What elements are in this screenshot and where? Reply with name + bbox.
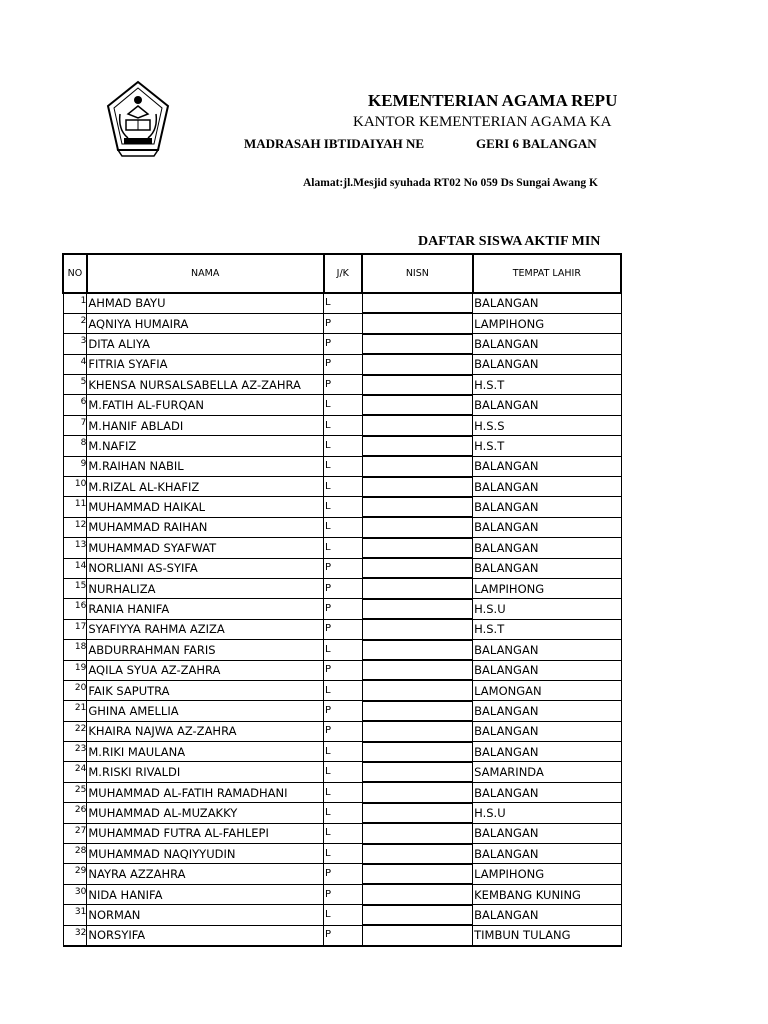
cell-student-name: AQNIYA HUMAIRA	[87, 313, 324, 333]
cell-row-number: 1	[63, 293, 87, 313]
cell-row-number: 16	[63, 599, 87, 619]
cell-row-number: 9	[63, 456, 87, 476]
cell-gender: L	[324, 640, 363, 660]
cell-nisn	[362, 395, 473, 415]
cell-row-number: 23	[63, 742, 87, 762]
cell-nisn	[362, 905, 473, 925]
cell-gender: P	[324, 721, 363, 741]
cell-birthplace: H.S.S	[473, 415, 621, 435]
header-ministry-title: KEMENTERIAN AGAMA REPU	[368, 91, 618, 110]
cell-birthplace: H.S.T	[473, 375, 621, 395]
cell-student-name: M.HANIF ABLADI	[87, 415, 324, 435]
cell-row-number: 20	[63, 680, 87, 700]
cell-student-name: M.RISKI RIVALDI	[87, 762, 324, 782]
cell-nisn	[362, 415, 473, 435]
cell-nisn	[362, 925, 473, 945]
table-row	[63, 517, 621, 537]
cell-gender: L	[324, 293, 363, 313]
cell-row-number: 29	[63, 864, 87, 884]
table-row	[63, 497, 621, 517]
cell-birthplace: LAMPIHONG	[473, 864, 621, 884]
cell-student-name: NAYRA AZZAHRA	[87, 864, 324, 884]
cell-student-name: KHENSA NURSALSABELLA AZ-ZAHRA	[87, 375, 324, 395]
table-row	[63, 375, 621, 395]
cell-birthplace: KEMBANG KUNING	[473, 884, 621, 904]
cell-gender: P	[324, 375, 363, 395]
cell-student-name: M.RIKI MAULANA	[87, 742, 324, 762]
cell-birthplace: BALANGAN	[473, 334, 621, 354]
cell-nisn	[362, 293, 473, 313]
cell-nisn	[362, 619, 473, 639]
cell-gender: L	[324, 517, 363, 537]
cell-gender: L	[324, 742, 363, 762]
header-office-title: KANTOR KEMENTERIAN AGAMA KA	[353, 114, 612, 130]
cell-student-name: NIDA HANIFA	[87, 884, 324, 904]
cell-birthplace: BALANGAN	[473, 354, 621, 374]
cell-birthplace: LAMPIHONG	[473, 313, 621, 333]
cell-gender: L	[324, 782, 363, 802]
table-row	[63, 599, 621, 619]
cell-row-number: 3	[63, 334, 87, 354]
cell-nisn	[362, 313, 473, 333]
cell-student-name: NURHALIZA	[87, 578, 324, 598]
cell-student-name: AHMAD BAYU	[87, 293, 324, 313]
header-address: Alamat:jl.Mesjid syuhada RT02 No 059 Ds Sungai Awang K	[303, 177, 598, 189]
cell-gender: L	[324, 538, 363, 558]
cell-nisn	[362, 517, 473, 537]
table-row	[63, 415, 621, 435]
cell-student-name: MUHAMMAD RAIHAN	[87, 517, 324, 537]
column-header-tempat-lahir: TEMPAT LAHIR	[473, 254, 621, 293]
cell-student-name: AQILA SYUA AZ-ZAHRA	[87, 660, 324, 680]
cell-row-number: 32	[63, 925, 87, 945]
cell-student-name: NORLIANI AS-SYIFA	[87, 558, 324, 578]
table-row	[63, 456, 621, 476]
cell-row-number: 31	[63, 905, 87, 925]
document-title: DAFTAR SISWA AKTIF MIN	[418, 234, 601, 249]
table-row	[63, 477, 621, 497]
cell-gender: L	[324, 823, 363, 843]
table-row	[63, 884, 621, 904]
cell-student-name: ABDURRAHMAN FARIS	[87, 640, 324, 660]
cell-gender: L	[324, 844, 363, 864]
cell-birthplace: BALANGAN	[473, 497, 621, 517]
table-row	[63, 354, 621, 374]
cell-nisn	[362, 701, 473, 721]
table-row	[63, 334, 621, 354]
cell-student-name: NORSYIFA	[87, 925, 324, 945]
cell-gender: L	[324, 456, 363, 476]
cell-student-name: DITA ALIYA	[87, 334, 324, 354]
cell-gender: L	[324, 905, 363, 925]
column-header-jk: J/K	[324, 254, 363, 293]
cell-nisn	[362, 354, 473, 374]
table-row	[63, 436, 621, 456]
table-row	[63, 619, 621, 639]
cell-nisn	[362, 456, 473, 476]
cell-row-number: 12	[63, 517, 87, 537]
table-row	[63, 925, 621, 945]
cell-student-name: GHINA AMELLIA	[87, 701, 324, 721]
cell-student-name: MUHAMMAD FUTRA AL-FAHLEPI	[87, 823, 324, 843]
cell-row-number: 13	[63, 538, 87, 558]
cell-nisn	[362, 497, 473, 517]
cell-nisn	[362, 844, 473, 864]
cell-birthplace: LAMONGAN	[473, 680, 621, 700]
cell-nisn	[362, 803, 473, 823]
cell-birthplace: BALANGAN	[473, 782, 621, 802]
student-roster-table	[62, 253, 622, 947]
cell-student-name: RANIA HANIFA	[87, 599, 324, 619]
cell-birthplace: BALANGAN	[473, 538, 621, 558]
cell-nisn	[362, 762, 473, 782]
cell-birthplace: LAMPIHONG	[473, 578, 621, 598]
cell-nisn	[362, 660, 473, 680]
cell-row-number: 27	[63, 823, 87, 843]
cell-row-number: 21	[63, 701, 87, 721]
cell-row-number: 22	[63, 721, 87, 741]
cell-student-name: KHAIRA NAJWA AZ-ZAHRA	[87, 721, 324, 741]
cell-birthplace: BALANGAN	[473, 660, 621, 680]
cell-nisn	[362, 477, 473, 497]
table-row	[63, 823, 621, 843]
table-row	[63, 538, 621, 558]
cell-birthplace: H.S.U	[473, 599, 621, 619]
table-row	[63, 395, 621, 415]
header-school-name: MADRASAH IBTIDAIYAH NE	[244, 136, 425, 151]
table-row	[63, 660, 621, 680]
cell-birthplace: BALANGAN	[473, 395, 621, 415]
cell-student-name: FITRIA SYAFIA	[87, 354, 324, 374]
cell-row-number: 30	[63, 884, 87, 904]
cell-student-name: FAIK SAPUTRA	[87, 680, 324, 700]
table-row	[63, 313, 621, 333]
cell-row-number: 24	[63, 762, 87, 782]
cell-student-name: MUHAMMAD HAIKAL	[87, 497, 324, 517]
cell-nisn	[362, 436, 473, 456]
cell-birthplace: BALANGAN	[473, 721, 621, 741]
cell-nisn	[362, 640, 473, 660]
table-row	[63, 701, 621, 721]
table-row	[63, 640, 621, 660]
cell-gender: P	[324, 925, 363, 945]
cell-birthplace: BALANGAN	[473, 517, 621, 537]
cell-gender: P	[324, 864, 363, 884]
cell-gender: P	[324, 660, 363, 680]
cell-gender: P	[324, 619, 363, 639]
cell-row-number: 25	[63, 782, 87, 802]
cell-row-number: 26	[63, 803, 87, 823]
cell-nisn	[362, 578, 473, 598]
cell-gender: P	[324, 884, 363, 904]
cell-nisn	[362, 823, 473, 843]
cell-student-name: M.RIZAL AL-KHAFIZ	[87, 477, 324, 497]
table-row	[63, 864, 621, 884]
table-row	[63, 558, 621, 578]
cell-birthplace: BALANGAN	[473, 640, 621, 660]
cell-gender: L	[324, 477, 363, 497]
cell-gender: P	[324, 578, 363, 598]
cell-student-name: SYAFIYYA RAHMA AZIZA	[87, 619, 324, 639]
cell-nisn	[362, 782, 473, 802]
cell-birthplace: TIMBUN TULANG	[473, 925, 621, 945]
column-header-nama: NAMA	[87, 254, 324, 293]
cell-student-name: MUHAMMAD NAQIYYUDIN	[87, 844, 324, 864]
table-row	[63, 803, 621, 823]
cell-nisn	[362, 599, 473, 619]
cell-gender: P	[324, 313, 363, 333]
table-row	[63, 742, 621, 762]
column-header-no: NO	[63, 254, 87, 293]
cell-birthplace: BALANGAN	[473, 742, 621, 762]
cell-student-name: NORMAN	[87, 905, 324, 925]
cell-row-number: 4	[63, 354, 87, 374]
table-header-row	[63, 254, 621, 293]
cell-gender: P	[324, 599, 363, 619]
header-school-name-continued: GERI 6 BALANGAN	[476, 136, 597, 151]
cell-row-number: 10	[63, 477, 87, 497]
cell-row-number: 15	[63, 578, 87, 598]
table-row	[63, 578, 621, 598]
cell-birthplace: BALANGAN	[473, 558, 621, 578]
cell-row-number: 8	[63, 436, 87, 456]
cell-gender: P	[324, 334, 363, 354]
cell-nisn	[362, 538, 473, 558]
cell-student-name: MUHAMMAD AL-FATIH RAMADHANI	[87, 782, 324, 802]
cell-row-number: 6	[63, 395, 87, 415]
cell-row-number: 28	[63, 844, 87, 864]
cell-birthplace: BALANGAN	[473, 823, 621, 843]
cell-row-number: 19	[63, 660, 87, 680]
cell-nisn	[362, 721, 473, 741]
cell-birthplace: H.S.T	[473, 436, 621, 456]
cell-nisn	[362, 884, 473, 904]
cell-gender: L	[324, 395, 363, 415]
table-row	[63, 721, 621, 741]
cell-row-number: 7	[63, 415, 87, 435]
cell-student-name: MUHAMMAD AL-MUZAKKY	[87, 803, 324, 823]
cell-gender: L	[324, 415, 363, 435]
cell-nisn	[362, 864, 473, 884]
cell-student-name: M.RAIHAN NABIL	[87, 456, 324, 476]
table-row	[63, 293, 621, 313]
table-row	[63, 905, 621, 925]
cell-birthplace: SAMARINDA	[473, 762, 621, 782]
cell-student-name: MUHAMMAD SYAFWAT	[87, 538, 324, 558]
cell-birthplace: BALANGAN	[473, 293, 621, 313]
cell-gender: L	[324, 497, 363, 517]
cell-row-number: 14	[63, 558, 87, 578]
cell-nisn	[362, 334, 473, 354]
cell-nisn	[362, 558, 473, 578]
cell-gender: L	[324, 436, 363, 456]
table-row	[63, 762, 621, 782]
cell-birthplace: BALANGAN	[473, 477, 621, 497]
cell-row-number: 17	[63, 619, 87, 639]
cell-gender: L	[324, 803, 363, 823]
cell-birthplace: H.S.U	[473, 803, 621, 823]
cell-birthplace: BALANGAN	[473, 844, 621, 864]
cell-nisn	[362, 680, 473, 700]
cell-student-name: M.FATIH AL-FURQAN	[87, 395, 324, 415]
cell-gender: P	[324, 701, 363, 721]
cell-gender: L	[324, 680, 363, 700]
cell-gender: L	[324, 762, 363, 782]
cell-nisn	[362, 375, 473, 395]
cell-gender: P	[324, 558, 363, 578]
table-row	[63, 782, 621, 802]
cell-row-number: 2	[63, 313, 87, 333]
cell-birthplace: BALANGAN	[473, 905, 621, 925]
cell-row-number: 11	[63, 497, 87, 517]
cell-birthplace: BALANGAN	[473, 701, 621, 721]
cell-nisn	[362, 742, 473, 762]
cell-birthplace: H.S.T	[473, 619, 621, 639]
cell-birthplace: BALANGAN	[473, 456, 621, 476]
cell-row-number: 18	[63, 640, 87, 660]
cell-row-number: 5	[63, 375, 87, 395]
cell-gender: P	[324, 354, 363, 374]
column-header-nisn: NISN	[362, 254, 473, 293]
table-row	[63, 680, 621, 700]
table-row	[63, 844, 621, 864]
cell-student-name: M.NAFIZ	[87, 436, 324, 456]
